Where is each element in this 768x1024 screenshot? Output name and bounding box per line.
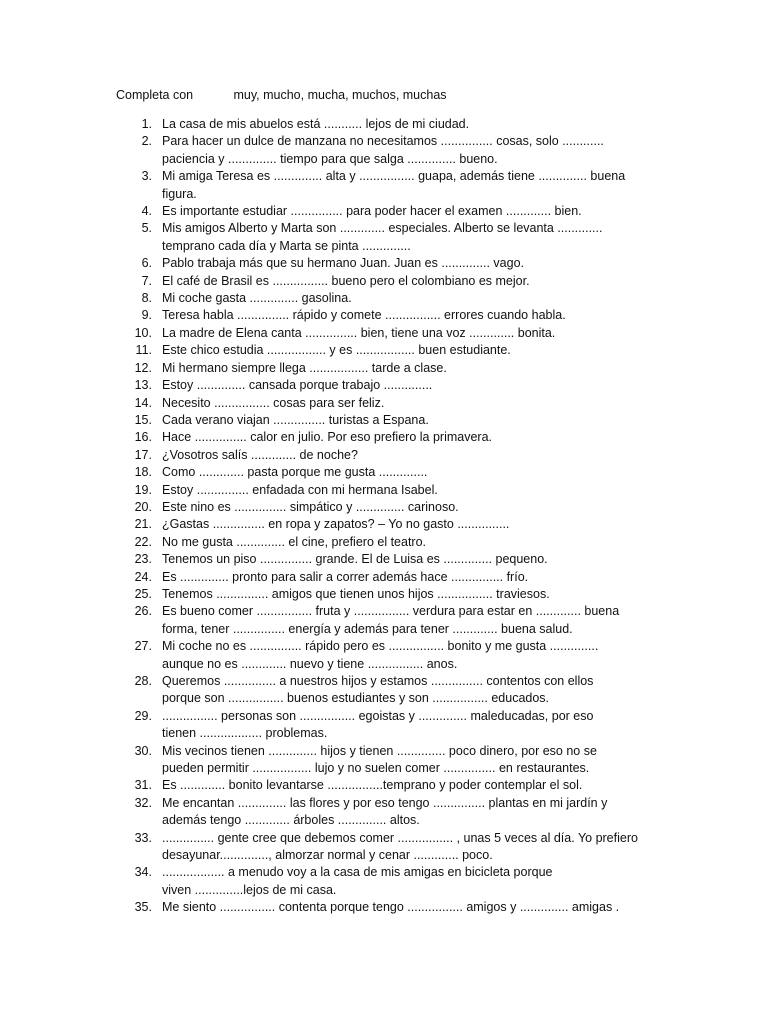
exercise-item [0,273,638,290]
exercise-sentence-line: pueden permitir ................. lujo y no suelen comer ............... en restaurantes. [162,761,590,776]
exercise-number: 23. [134,552,152,567]
exercise-sentence-line: Mis vecinos tienen .............. hijos y tienen .............. poco dinero, por eso no se [162,743,597,758]
exercise-sentence-line: Es ............. bonito levantarse ................temprano y poder contemplar el sol. [162,778,583,793]
exercise-sentence-line: viven ..............lejos de mi casa. [162,882,337,897]
exercise-sentence-line: Estoy .............. cansada porque trabajo .............. [162,378,433,393]
exercise-sentence-line: ¿Vosotros salís ............. de noche? [162,447,358,462]
exercise-item [0,516,638,533]
word-bank: muy, mucho, mucha, muchos, muchas [233,88,447,102]
exercise-item [0,203,638,220]
exercise-sentence-line: No me gusta .............. el cine, prefiero el teatro. [162,534,427,549]
exercise-number: 2. [141,134,152,149]
exercise-item [0,429,638,446]
exercise-sentence-line: tienen .................. problemas. [162,726,328,741]
exercise-item [0,255,638,272]
exercise-item [0,673,638,708]
exercise-item [0,777,638,794]
exercise-number: 19. [134,482,152,497]
exercise-number: 1. [141,117,152,131]
exercise-number: 34. [134,865,152,880]
exercise-sentence-line: Como ............. pasta porque me gusta .............. [162,465,428,480]
exercise-sentence-line: La madre de Elena canta ............... bien, tiene una voz ............. bonita. [162,325,556,340]
worksheet-header [116,87,447,104]
exercise-sentence-line: aunque no es ............. nuevo y tiene ................ anos. [162,656,458,671]
exercise-item [0,603,638,638]
exercise-number: 3. [141,169,152,184]
exercise-sentence-line: Mi coche no es ............... rápido pero es ................ bonito y me gusta .............. [162,639,599,654]
exercise-item [0,360,638,377]
exercise-sentence-line: Es importante estudiar ............... para poder hacer el examen ............. bien. [162,204,582,219]
exercise-number: 31. [134,778,152,793]
exercise-number: 32. [134,795,152,810]
exercise-sentence-line: Es bueno comer ................ fruta y ................ verdura para estar en ............. buena [162,604,620,619]
exercise-number: 14. [134,395,152,410]
exercise-sentence-line: Estoy ............... enfadada con mi hermana Isabel. [162,482,438,497]
exercise-sentence-line: .................. a menudo voy a la casa de mis amigas en bicicleta porque [162,865,553,880]
exercise-item [0,830,638,865]
exercise-number: 5. [141,221,152,236]
exercise-sentence-line: Este chico estudia ................. y es ................. buen estudiante. [162,343,511,358]
exercise-number: 35. [134,900,152,915]
exercise-item [0,464,638,481]
exercise-number: 21. [134,517,152,532]
exercise-item [0,342,638,359]
exercise-number: 4. [141,204,152,219]
exercise-sentence-line: Me encantan .............. las flores y por eso tengo ............... plantas en mi jardín y [162,795,608,810]
exercise-sentence-line: Este nino es ............... simpático y .............. carinoso. [162,499,459,514]
exercise-number: 28. [134,674,152,688]
exercise-sentence-line: Queremos ............... a nuestros hijos y estamos ............... contentos con ellos [162,674,594,688]
exercise-sentence-line: Teresa habla ............... rápido y comete ................ errores cuando habla. [162,308,566,323]
exercise-item [0,133,638,168]
exercise-number: 10. [134,325,152,340]
exercise-sentence-line: figura. [162,186,197,201]
exercise-number: 24. [134,569,152,584]
exercise-number: 15. [134,412,152,427]
exercise-sentence-line: La casa de mis abuelos está ........... lejos de mi ciudad. [162,117,470,131]
exercise-sentence-line: Hace ............... calor en julio. Por eso prefiero la primavera. [162,430,492,445]
exercise-sentence-line: ................ personas son ................ egoistas y .............. maleducadas, por eso [162,708,594,723]
exercise-item [0,864,638,899]
exercise-sentence-line: Mi hermano siempre llega ................. tarde a clase. [162,360,447,375]
exercise-sentence-line: El café de Brasil es ................ bueno pero el colombiano es mejor. [162,273,530,288]
exercise-item [0,447,638,464]
exercise-item [0,708,638,743]
exercise-number: 9. [141,308,152,323]
exercise-number: 6. [141,256,152,271]
exercise-number: 12. [134,360,152,375]
exercise-sentence-line: Necesito ................ cosas para ser feliz. [162,395,385,410]
exercise-item [0,743,638,778]
exercise-number: 22. [134,534,152,549]
exercise-list [0,116,638,917]
exercise-sentence-line: Mi amiga Teresa es .............. alta y ................ guapa, además tiene .............. buena [162,169,626,184]
exercise-item [0,377,638,394]
exercise-number: 26. [134,604,152,619]
exercise-number: 7. [141,273,152,288]
exercise-item [0,499,638,516]
exercise-item [0,116,638,133]
exercise-item [0,168,638,203]
exercise-number: 8. [141,291,152,306]
exercise-item [0,220,638,255]
exercise-sentence-line: Tenemos un piso ............... grande. El de Luisa es .............. pequeno. [162,552,548,567]
exercise-number: 27. [134,639,152,654]
exercise-sentence-line: además tengo ............. árboles .............. altos. [162,813,420,828]
exercise-sentence-line: Cada verano viajan ............... turistas a Espana. [162,412,429,427]
exercise-item [0,325,638,342]
exercise-sentence-line: ¿Gastas ............... en ropa y zapatos? – Yo no gasto ............... [162,517,510,532]
exercise-item [0,795,638,830]
exercise-number: 30. [134,743,152,758]
exercise-item [0,899,638,916]
exercise-item [0,638,638,673]
exercise-number: 16. [134,430,152,445]
exercise-sentence-line: desayunar.............., almorzar normal y cenar ............. poco. [162,848,493,863]
exercise-sentence-line: Mi coche gasta .............. gasolina. [162,291,352,306]
exercise-sentence-line: Me siento ................ contenta porque tengo ................ amigos y .............. amigas . [162,900,620,915]
exercise-sentence-line: Es .............. pronto para salir a correr además hace ............... frío. [162,569,529,584]
exercise-item [0,482,638,499]
exercise-number: 13. [134,378,152,393]
exercise-item [0,307,638,324]
exercise-number: 11. [135,343,152,358]
exercise-sentence-line: forma, tener ............... energía y además para tener ............. buena salud. [162,621,573,636]
exercise-sentence-line: Mis amigos Alberto y Marta son ............. especiales. Alberto se levanta ............. [162,221,603,236]
exercise-sentence-line: ............... gente cree que debemos comer ................ , unas 5 veces al día. Yo prefiero [162,830,638,845]
exercise-number: 29. [134,708,152,723]
exercise-sentence-line: porque son ................ buenos estudiantes y son ................ educados. [162,691,550,706]
exercise-sentence-line: paciencia y .............. tiempo para que salga .............. bueno. [162,151,498,166]
exercise-item [0,395,638,412]
exercise-number: 20. [134,499,152,514]
exercise-number: 18. [134,465,152,480]
exercise-sentence-line: temprano cada día y Marta se pinta .............. [162,238,411,253]
exercise-item [0,412,638,429]
exercise-number: 33. [134,830,152,845]
exercise-sentence-line: Tenemos ............... amigos que tienen unos hijos ................ traviesos. [162,586,550,601]
exercise-item [0,569,638,586]
exercise-item [0,551,638,568]
exercise-item [0,290,638,307]
exercise-item [0,534,638,551]
exercise-sentence-line: Para hacer un dulce de manzana no necesitamos ............... cosas, solo ............ [162,134,604,149]
exercise-number: 25. [134,586,152,601]
exercise-number: 17. [134,447,152,462]
exercise-item [0,586,638,603]
instruction-text: Completa con [116,88,194,102]
exercise-sentence-line: Pablo trabaja más que su hermano Juan. Juan es .............. vago. [162,256,525,271]
